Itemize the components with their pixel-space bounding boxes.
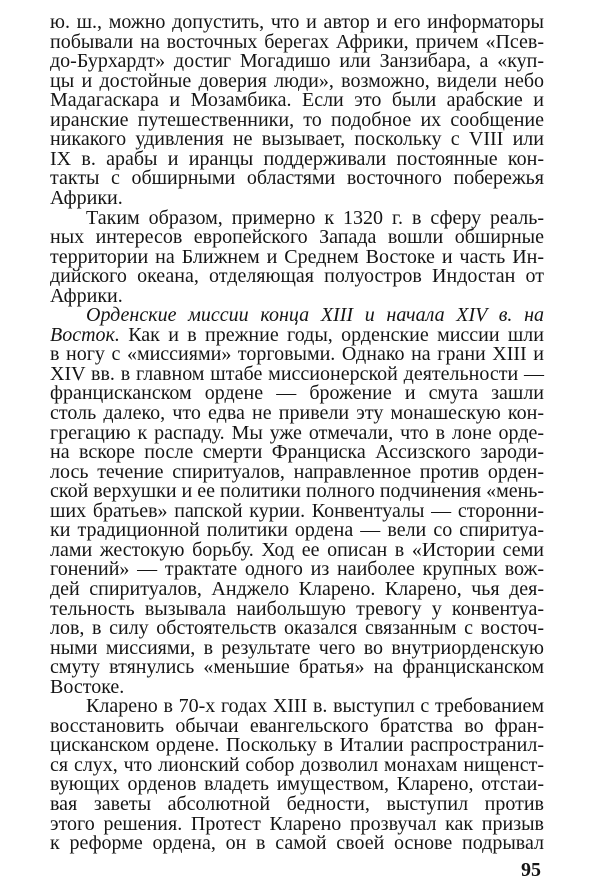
text-line: этого решения. Протест Кларено прозвучал как призыв <box>50 812 544 835</box>
text-line: цисканском ордене. Поскольку в Италии распространил- <box>50 734 544 757</box>
text-line: вая заветы абсолютной бедности, выступил против <box>50 793 544 815</box>
text-line: никакого удивления не вызывает, поскольку с VIII или <box>50 128 544 151</box>
text-line: францисканском ордене — брожение и смута зашли <box>50 382 544 405</box>
text-line: тельность вызывала наибольшую тревогу у конвентуа- <box>50 597 544 620</box>
text-line: Востоке. <box>50 675 125 698</box>
text-line: ки традиционной политики ордена — вели со спиритуа- <box>50 519 544 542</box>
text-line: лами жестокую борьбу. Ход ее описан в «Истории семи <box>50 538 544 561</box>
text-line: до-Бурхардт» достиг Могадишо или Занзибара, а «куп- <box>50 50 544 73</box>
text-line: Кларено в 70-х годах XIII в. выступил с требованием <box>86 695 544 718</box>
page-number: 95 <box>521 859 541 881</box>
text-line: цы и достойные доверия люди», возможно, видели небо <box>50 69 544 92</box>
text-line: грегацию к распаду. Мы уже отмечали, что в лоне орде- <box>50 421 544 444</box>
text-line: лось течение спиритуалов, направленное против орден- <box>50 460 544 483</box>
text-line: Африки. <box>50 186 123 209</box>
text-line: столь далеко, что едва не привели эту монашескую кон- <box>50 402 544 424</box>
text-line: Мадагаскара и Мозамбика. Если это были арабские и <box>50 89 544 112</box>
text-line: смуту втянулись «меньшие братья» на францисканском <box>50 656 544 679</box>
text-line: ших братьев» папской курии. Конвентуалы — сторонни- <box>50 499 544 522</box>
text-line: лов, в силу обстоятельств оказался связанным с восточ- <box>50 617 544 640</box>
text-line: ской верхушки и ее политики полного подчинения «мень- <box>50 480 545 503</box>
text-line: IX в. арабы и иранцы поддерживали постоянные кон- <box>50 147 544 170</box>
text-line: вующих орденов владеть имуществом, Кларено, отстаи- <box>50 773 544 796</box>
text-line: ных интересов европейского Запада вошли обширные <box>50 226 544 249</box>
text-line: ся слух, что лионский собор дозволил монахам нищенст- <box>50 753 544 776</box>
text-line: XIV вв. в главном штабе миссионерской деятельности — <box>50 362 544 385</box>
text-line <box>50 325 544 345</box>
text-line: в ногу с «миссиями» торговыми. Однако на грани XIII и <box>50 343 544 366</box>
text-line: Африки. <box>50 284 123 307</box>
text-line: такты с обширными областями восточного побережья <box>50 167 544 190</box>
section-heading-end: Восток. <box>50 323 120 346</box>
text-line: Таким образом, примерно к 1320 г. в сферу реаль- <box>86 206 544 229</box>
text-line: на вскоре после смерти Франциска Ассизского зароди- <box>50 441 544 464</box>
text-line: территории на Ближнем и Среднем Востоке и часть Ин- <box>50 245 544 268</box>
text-line: побывали на восточных берегах Африки, причем «Псев- <box>50 30 544 53</box>
text-line: к реформе ордена, он в самой своей основе подрывал <box>50 832 544 855</box>
text-line: восстановить обычаи евангельского братства во фран- <box>50 714 544 737</box>
text-line: дийского океана, отделяющая полуостров Индостан от <box>50 265 544 288</box>
heading-line-rest: Как и в прежние годы, орденские миссии шли <box>119 323 544 346</box>
text-line: дей спиритуалов, Анджело Кларено. Кларено, чья дея- <box>50 577 544 600</box>
section-heading: Орденские миссии конца XIII и начала XIV в. на <box>86 304 544 327</box>
text-line: гонений» — трактате одного из наиболее крупных вож- <box>50 558 544 581</box>
text-line: ю. ш., можно допустить, что и автор и его информаторы <box>50 11 544 33</box>
text-line: иранские путешественники, то подобное их сообщение <box>50 108 544 131</box>
text-line: ными миссиями, в результате чего во внутриорденскую <box>50 636 544 659</box>
section-heading-line <box>86 305 544 325</box>
